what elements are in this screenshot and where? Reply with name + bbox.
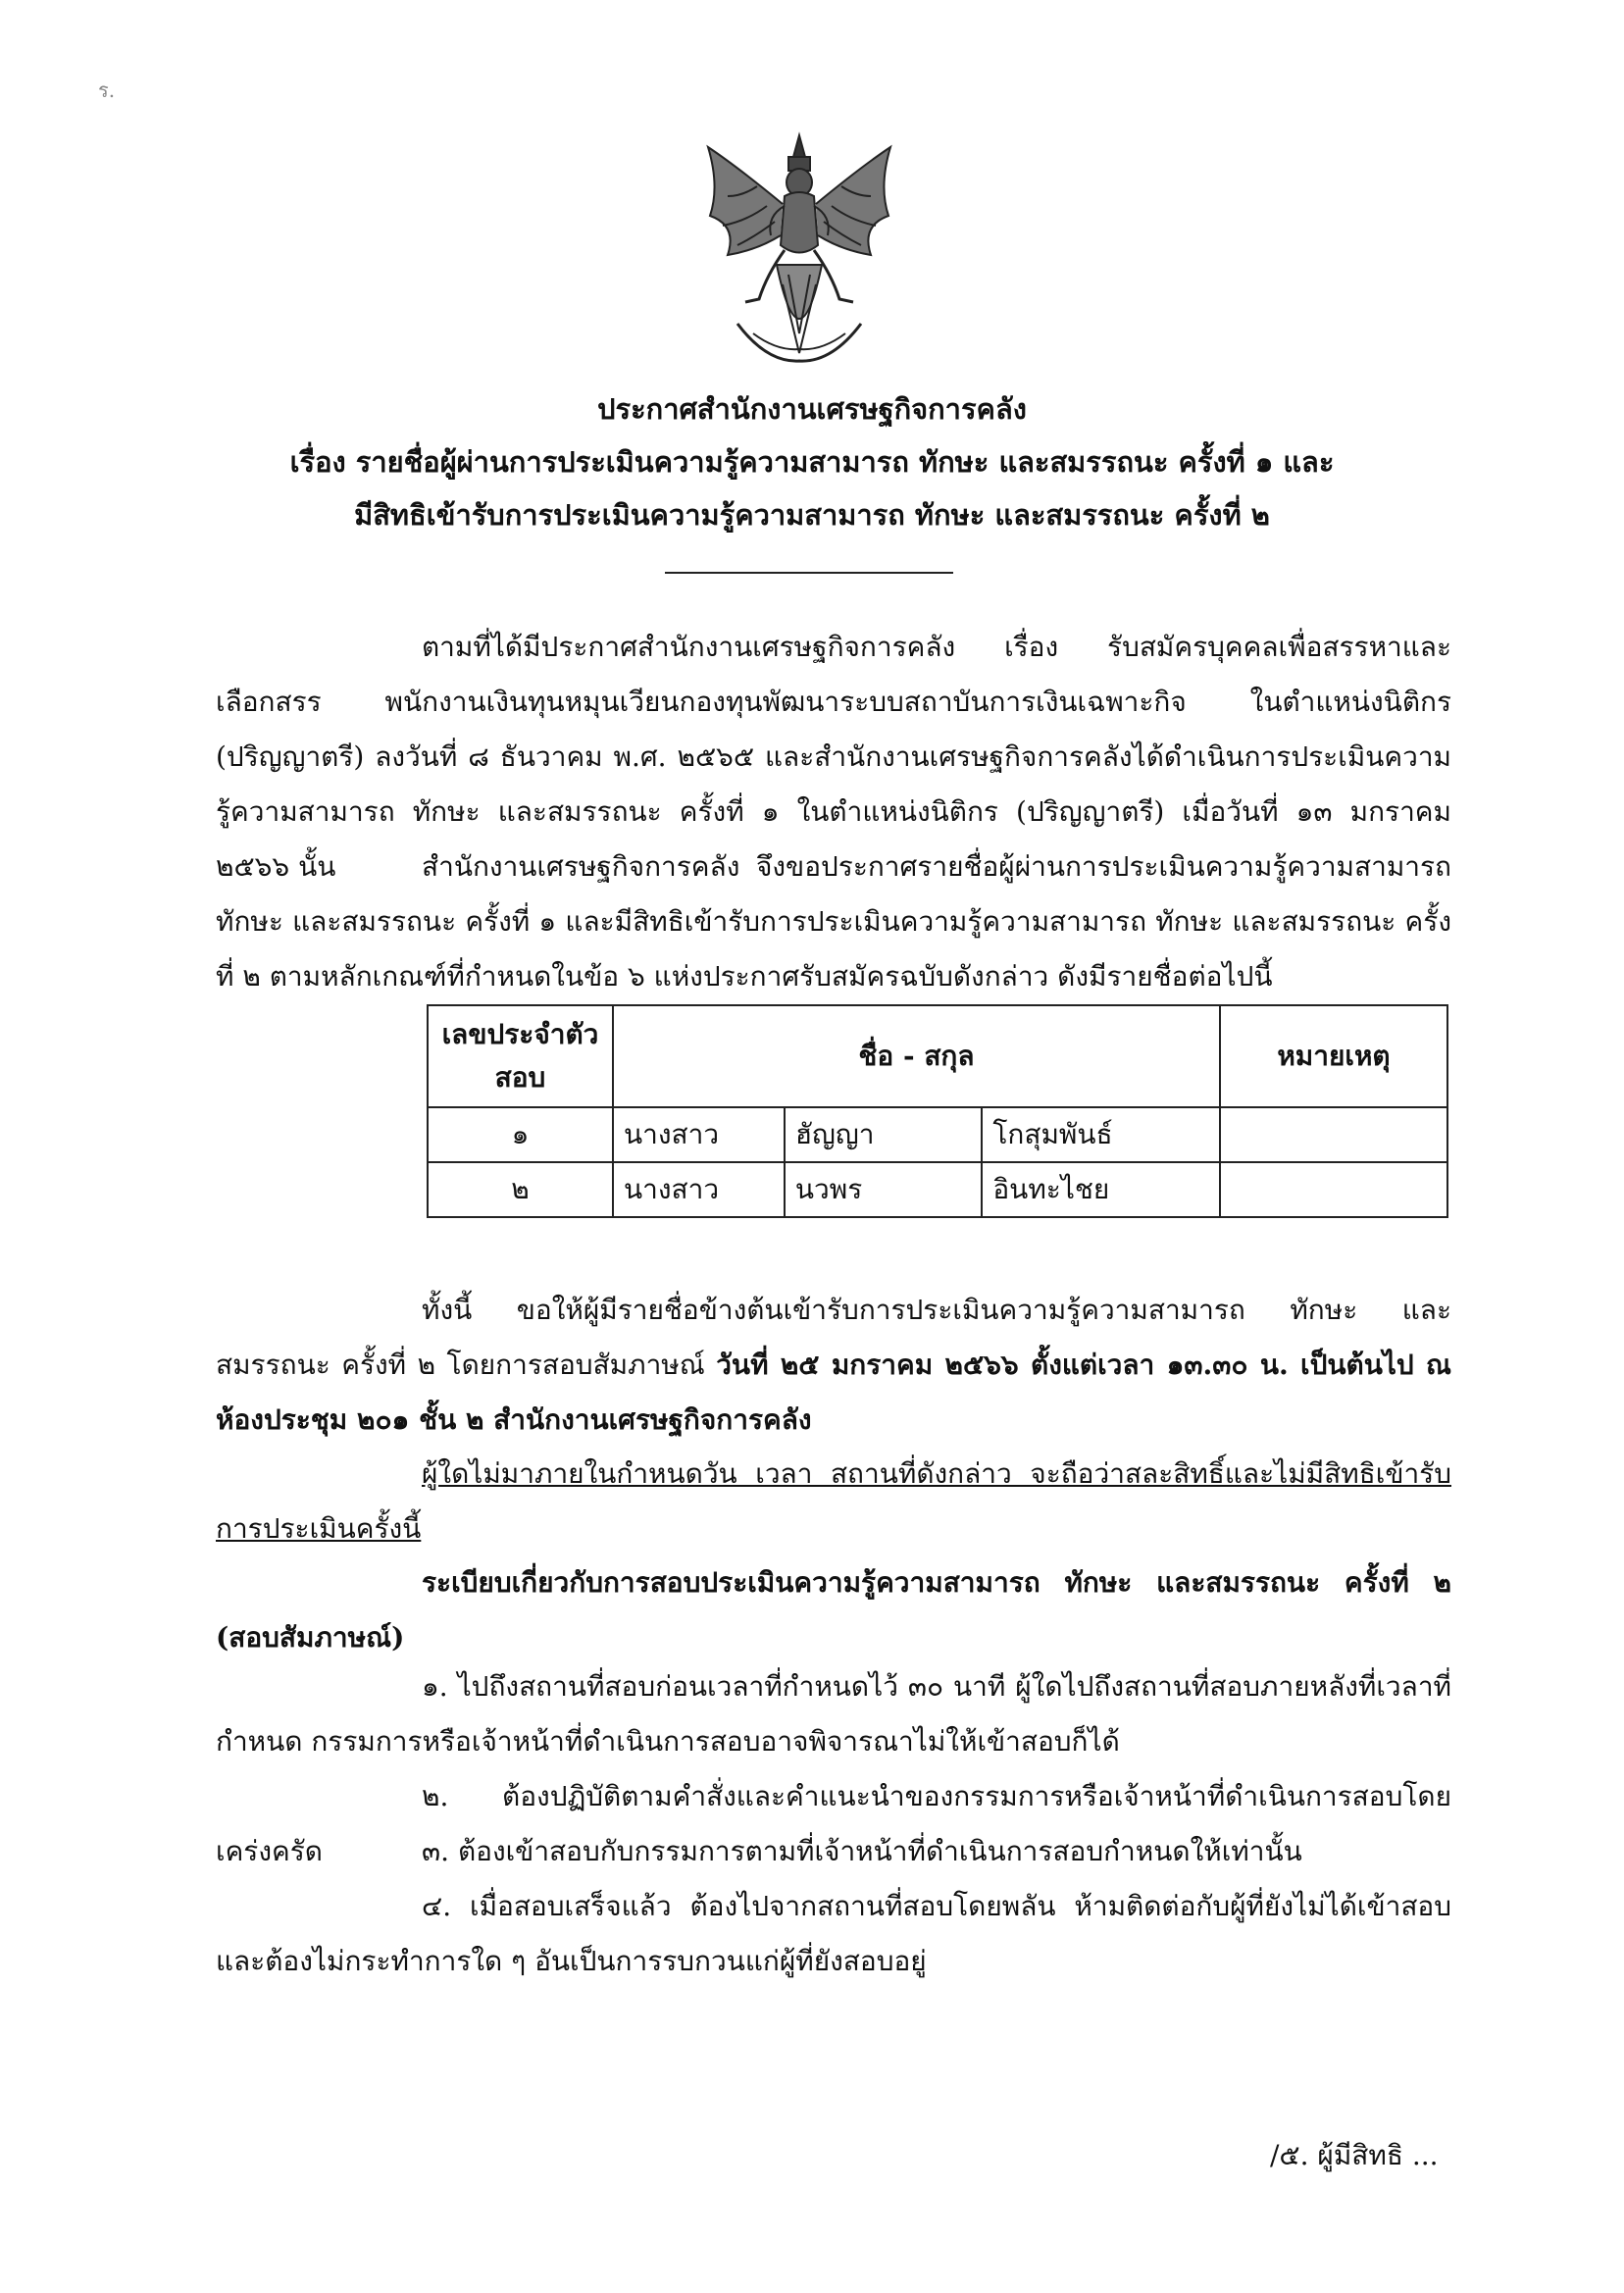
title-divider (665, 572, 953, 574)
header-note: หมายเหตุ (1220, 1005, 1447, 1107)
schedule-text: ทั้งนี้ ขอให้ผู้มีรายชื่อข้างต้นเข้ารับการประเมินความรู้ความสามารถ ทักษะ และสมรรถนะ ครั้งที่ ๒ โดยการสอบสัมภาษณ์ (216, 1294, 1451, 1381)
cell-first-name: ฮัญญา (785, 1107, 982, 1162)
cell-exam-id: ๒ (428, 1162, 613, 1217)
cell-last-name: โกสุมพันธ์ (982, 1107, 1220, 1162)
cell-note (1220, 1107, 1447, 1162)
announcement-subject-line-2: มีสิทธิเข้ารับการประเมินความรู้ความสามารถ ทักษะ และสมรรถนะ ครั้งที่ ๒ (354, 498, 1270, 532)
rule-item: ๑. ไปถึงสถานที่สอบก่อนเวลาที่กำหนดไว้ ๓๐ นาที ผู้ใดไปถึงสถานที่สอบภายหลังที่เวลาที่กำหนด กรรมการหรือเจ้าหน้าที่ดำเนินการสอบอาจพิจารณาไม่ให้เข้าสอบก็ได้ (216, 1670, 1451, 1758)
header-name: ชื่อ - สกุล (613, 1005, 1220, 1107)
garuda-emblem-icon (698, 127, 900, 373)
cell-title: นางสาว (613, 1162, 785, 1217)
header-exam-id: เลขประจำตัว สอบ (428, 1005, 613, 1107)
scan-mark: ร. (98, 78, 116, 102)
schedule-paragraph (216, 1283, 1451, 1448)
cell-first-name: นวพร (785, 1162, 982, 1217)
cell-last-name: อินทะไชย (982, 1162, 1220, 1217)
announcement-subject-line-1: เรื่อง รายชื่อผู้ผ่านการประเมินความรู้ความสามารถ ทักษะ และสมรรถนะ ครั้งที่ ๑ และ (289, 445, 1335, 479)
announcement-title: ประกาศสำนักงานเศรษฐกิจการคลัง (597, 392, 1027, 426)
rules-title: ระเบียบเกี่ยวกับการสอบประเมินความรู้ความสามารถ ทักษะ และสมรรถนะ ครั้งที่ ๒ (สอบสัมภาษณ์) (216, 1566, 1451, 1654)
cell-title: นางสาว (613, 1107, 785, 1162)
warning-text: ผู้ใดไม่มาภายในกำหนดวัน เวลา สถานที่ดังกล่าว จะถือว่าสละสิทธิ์และไม่มีสิทธิเข้ารับการประเมินครั้งนี้ (216, 1457, 1451, 1545)
warning-paragraph (216, 1447, 1451, 1556)
rule-item: ๒. ต้องปฏิบัติตามคำสั่งและคำแนะนำของกรรมการหรือเจ้าหน้าที่ดำเนินการสอบโดยเคร่งครัด (216, 1780, 1451, 1867)
table-row (428, 1107, 1447, 1162)
table-row (428, 1162, 1447, 1217)
announce-paragraph: สำนักงานเศรษฐกิจการคลัง จึงขอประกาศรายชื่อผู้ผ่านการประเมินความรู้ความสามารถ ทักษะ และสมรรถนะ ครั้งที่ ๑ และมีสิทธิเข้ารับการประเมินความรู้ความสามารถ ทักษะ และสมรรถนะ ครั้งที่ ๒ ตามหลักเกณฑ์ที่กำหนดในข้อ ๖ แห่งประกาศรับสมัครฉบับดังกล่าว ดังมีรายชื่อต่อไปนี้ (216, 850, 1451, 993)
continuation-footer: /๕. ผู้มีสิทธิ ... (1270, 2139, 1439, 2171)
table-header-row (428, 1005, 1447, 1107)
schedule-details: วันที่ ๒๕ มกราคม ๒๕๖๖ ตั้งแต่เวลา ๑๓.๓๐ น. เป็นต้นไป ณ ห้องประชุม ๒๐๑ ชั้น ๒ สำนักงานเศรษฐกิจการคลัง (216, 1349, 1451, 1436)
cell-note (1220, 1162, 1447, 1217)
cell-exam-id: ๑ (428, 1107, 613, 1162)
candidate-table (427, 1004, 1448, 1218)
rule-item: ๔. เมื่อสอบเสร็จแล้ว ต้องไปจากสถานที่สอบโดยพลัน ห้ามติดต่อกับผู้ที่ยังไม่ได้เข้าสอบ และต้องไม่กระทำการใด ๆ อันเป็นการรบกวนแก่ผู้ที่ยังสอบอยู่ (216, 1890, 1451, 1977)
intro-paragraph: ตามที่ได้มีประกาศสำนักงานเศรษฐกิจการคลัง เรื่อง รับสมัครบุคคลเพื่อสรรหาและเลือกสรร พนักงานเงินทุนหมุนเวียนกองทุนพัฒนาระบบสถาบันการเงินเฉพาะกิจ ในตำแหน่งนิติกร (ปริญญาตรี) ลงวันที่ ๘ ธันวาคม พ.ศ. ๒๕๖๕ และสำนักงานเศรษฐกิจการคลังได้ดำเนินการประเมินความรู้ความสามารถ ทักษะ และสมรรถนะ ครั้งที่ ๑ ในตำแหน่งนิติกร (ปริญญาตรี) เมื่อวันที่ ๑๓ มกราคม ๒๕๖๖ นั้น (216, 631, 1451, 883)
rule-item: ๓. ต้องเข้าสอบกับกรรมการตามที่เจ้าหน้าที่ดำเนินการสอบกำหนดให้เท่านั้น (422, 1835, 1302, 1867)
